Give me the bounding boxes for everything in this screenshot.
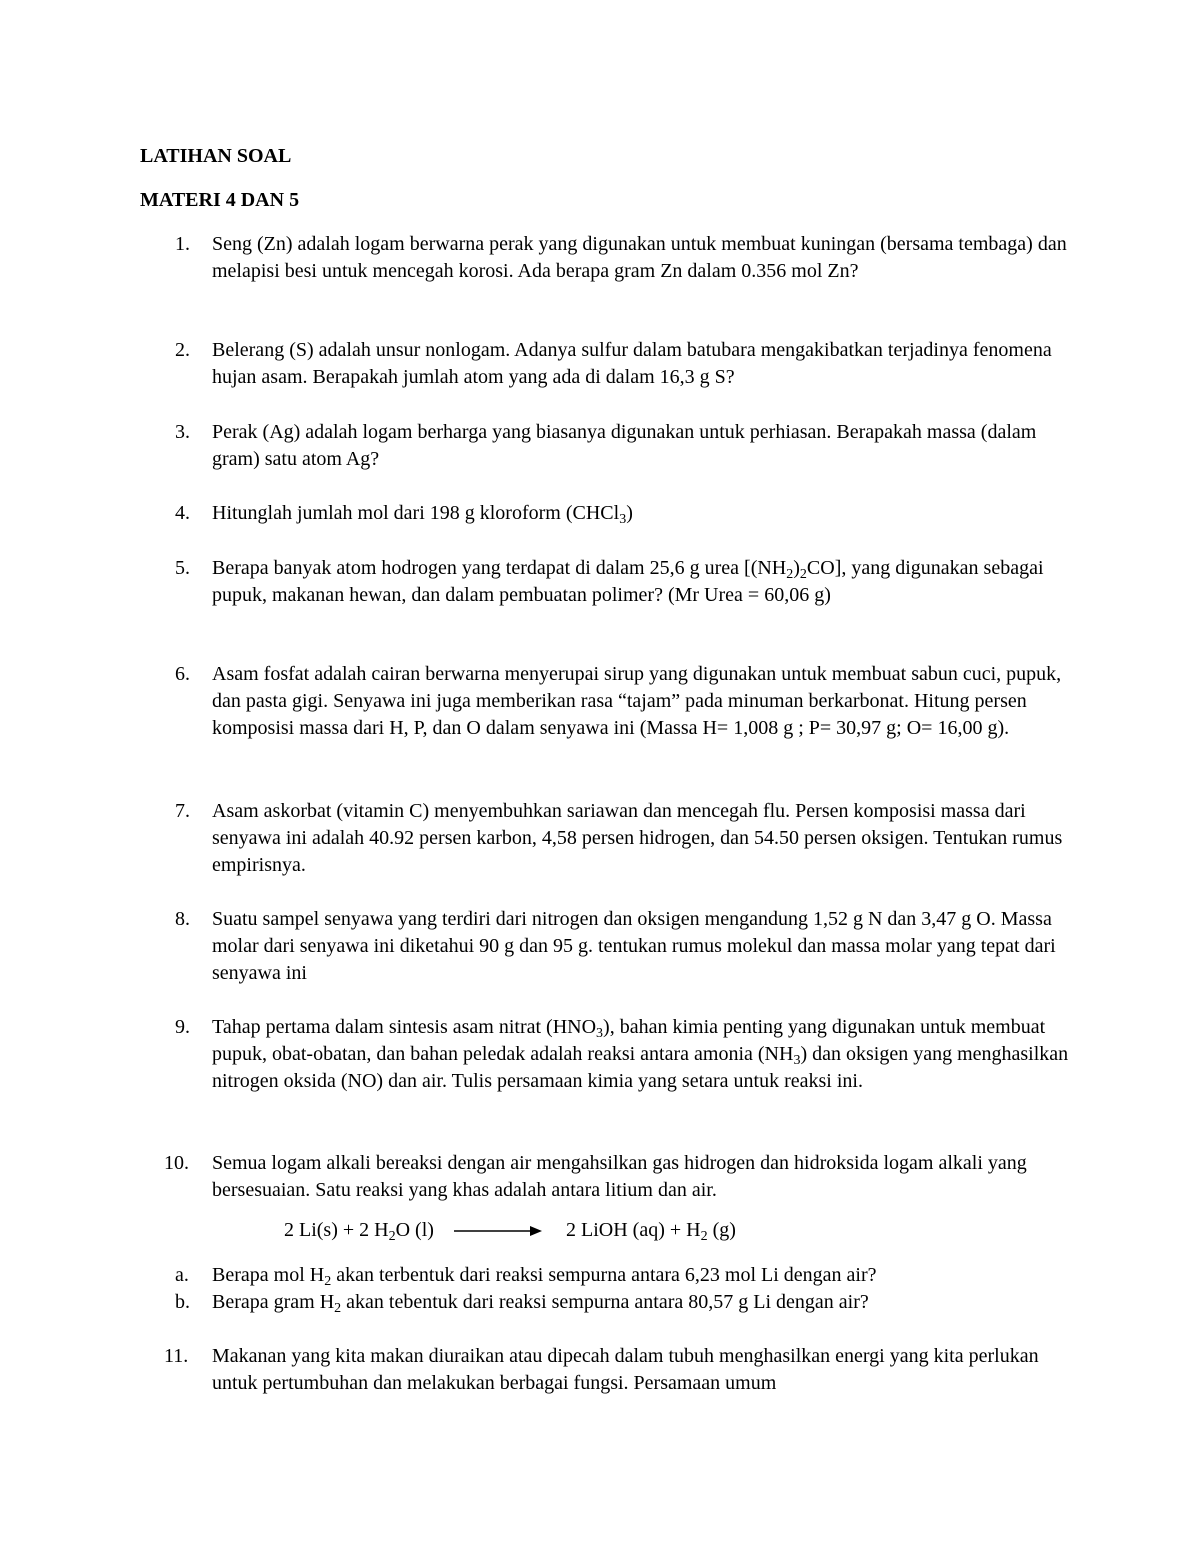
question-number: 11. bbox=[164, 1345, 189, 1367]
question-text: Tahap pertama dalam sintesis asam nitrat $(HNO_3)$, bahan kimia penting yang digunakan untuk membuat pupuk, obat-obatan, dan bahan peledak adalah reaksi antara amonia $(NH_3)$ dan oksigen yang menghasilkan nitrogen oksida (NO) dan air. Tulis persamaan kimia yang setara untuk reaksi ini. bbox=[212, 1016, 1069, 1092]
question-text: Hitunglah jumlah mol dari 198 g kloroform (CHCl$_3$) bbox=[212, 502, 633, 527]
question-5 bbox=[140, 555, 1070, 609]
question-10 bbox=[140, 1150, 1070, 1204]
question-text: Suatu sampel senyawa yang terdiri dari nitrogen dan oksigen mengandung 1,52 g N dan 3,47 g O. Massa molar dari senyawa ini diketahui 90 g dan 95 g. tentukan rumus molekul dan massa molar yang tepat dari senyawa ini bbox=[212, 908, 1056, 984]
sub-question-text: Berapa mol $H_2$ akan terbentuk dari reaksi sempurna antara 6,23 mol Li dengan air? bbox=[212, 1264, 877, 1289]
question-text: Seng (Zn) adalah logam berwarna perak yang digunakan untuk membuat kuningan (bersama tembaga) dan melapisi besi untuk mencegah korosi. Ada berapa gram Zn dalam 0.356 mol Zn? bbox=[212, 233, 1067, 282]
question-3 bbox=[140, 419, 1070, 473]
question-text: Belerang (S) adalah unsur nonlogam. Adanya sulfur dalam batubara mengakibatkan terjadinya fenomena hujan asam. Berapakah jumlah atom yang ada di dalam 16,3 g S? bbox=[212, 339, 1052, 388]
reaction-arrow-icon bbox=[454, 1221, 544, 1241]
document-subtitle: MATERI 4 DAN 5 bbox=[140, 189, 300, 211]
question-number: 2. bbox=[175, 339, 190, 361]
question-number: 8. bbox=[175, 908, 190, 930]
question-7 bbox=[140, 798, 1070, 879]
sub-question-letter: b. bbox=[175, 1291, 190, 1313]
question-text: Makanan yang kita makan diuraikan atau dipecah dalam tubuh menghasilkan energi yang kita perlukan untuk pertumbuhan dan melakukan berbagai fungsi. Persamaan umum bbox=[212, 1345, 1039, 1394]
equation-reactants: 2 Li(s) + 2 $H_2O$ (l) bbox=[284, 1219, 434, 1244]
question-9 bbox=[140, 1014, 1070, 1095]
chemical-equation bbox=[284, 1217, 804, 1244]
question-8 bbox=[140, 906, 1070, 987]
question-number: 1. bbox=[175, 233, 190, 255]
question-4 bbox=[140, 500, 1070, 527]
sub-question-text: Berapa gram $H_2$ akan tebentuk dari reaksi sempurna antara 80,57 g Li dengan air? bbox=[212, 1291, 869, 1316]
sub-question-b bbox=[140, 1289, 1070, 1316]
question-number: 7. bbox=[175, 800, 190, 822]
sub-question-letter: a. bbox=[175, 1264, 189, 1286]
question-text: Berapa banyak atom hodrogen yang terdapat di dalam 25,6 g urea $[(NH_2)_2CO]$, yang digunakan sebagai pupuk, makanan hewan, dan dalam pembuatan polimer? (Mr Urea = 60,06 g) bbox=[212, 557, 1044, 606]
question-number: 9. bbox=[175, 1016, 190, 1038]
question-text: Asam askorbat (vitamin C) menyembuhkan sariawan dan mencegah flu. Persen komposisi massa dari senyawa ini adalah 40.92 persen karbon, 4,58 persen hidrogen, dan 54.50 persen oksigen. Tentukan rumus empirisnya. bbox=[212, 800, 1063, 876]
question-text: Semua logam alkali bereaksi dengan air mengahsilkan gas hidrogen dan hidroksida logam alkali yang bersesuaian. Satu reaksi yang khas adalah antara litium dan air. bbox=[212, 1152, 1027, 1201]
question-1 bbox=[140, 231, 1070, 285]
question-11 bbox=[140, 1343, 1070, 1397]
question-number: 10. bbox=[164, 1152, 189, 1174]
question-text: Perak (Ag) adalah logam berharga yang biasanya digunakan untuk perhiasan. Berapakah massa (dalam gram) satu atom Ag? bbox=[212, 421, 1037, 470]
question-text: Asam fosfat adalah cairan berwarna menyerupai sirup yang digunakan untuk membuat sabun cuci, pupuk, dan pasta gigi. Senyawa ini juga memberikan rasa “tajam” pada minuman berkarbonat. Hitung persen komposisi massa dari H, P, dan O dalam senyawa ini (Massa H= 1,008 g ; P= 30,97 g; O= 16,00 g). bbox=[212, 663, 1062, 739]
question-number: 5. bbox=[175, 557, 190, 579]
question-2 bbox=[140, 337, 1070, 391]
sub-question-a bbox=[140, 1262, 1070, 1289]
equation-products: 2 LiOH $(aq) + H_2$ (g) bbox=[566, 1219, 736, 1244]
document-title: LATIHAN SOAL bbox=[140, 145, 292, 167]
question-number: 3. bbox=[175, 421, 190, 443]
question-6 bbox=[140, 661, 1070, 742]
question-number: 6. bbox=[175, 663, 190, 685]
question-number: 4. bbox=[175, 502, 190, 524]
